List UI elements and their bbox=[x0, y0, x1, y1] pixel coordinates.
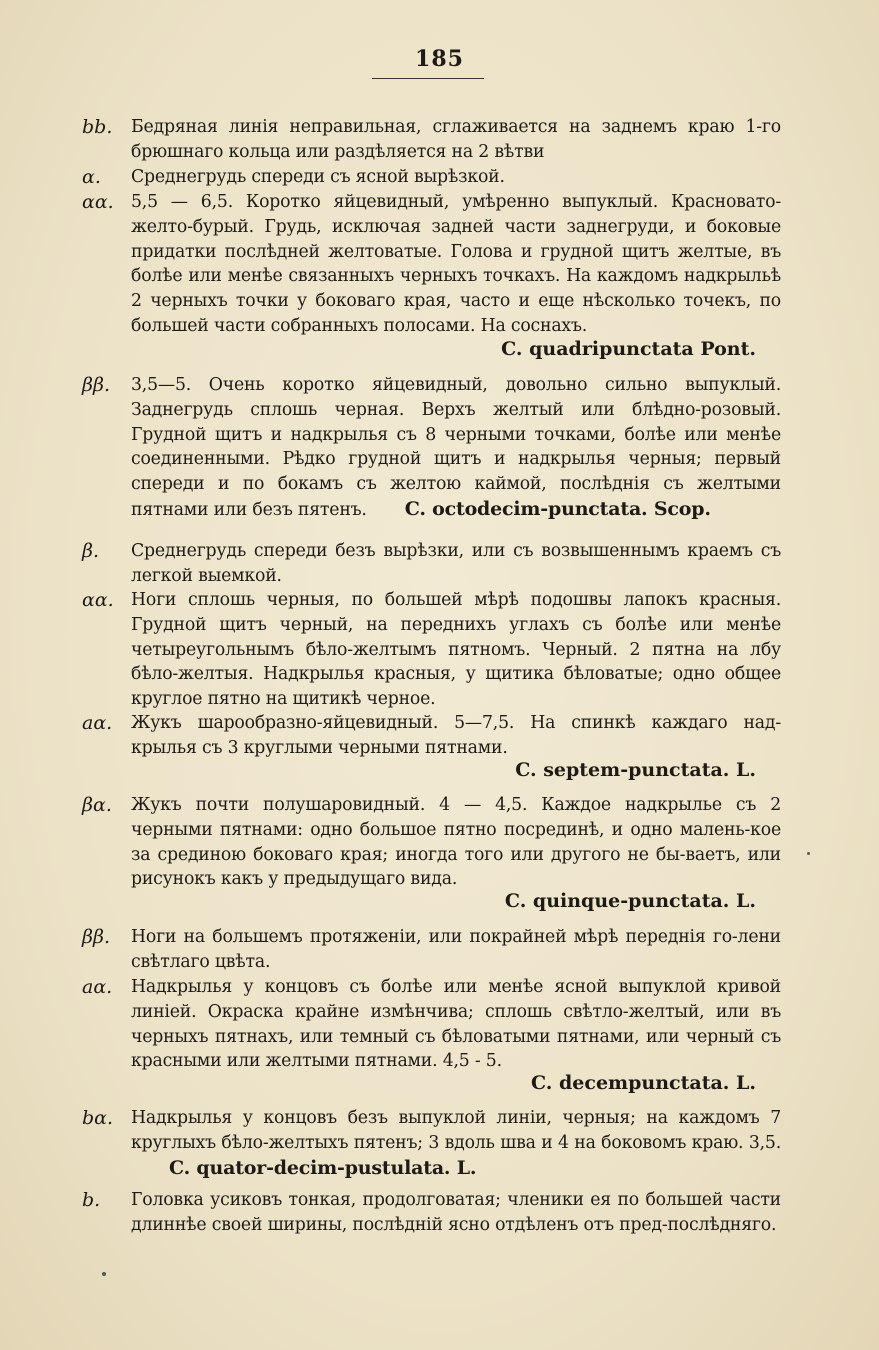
species-name: C. septem-punctata. L. bbox=[515, 759, 756, 781]
species-name: C. octodecim-punctata. Scop. bbox=[404, 497, 711, 520]
entry-text: 5,5 — 6,5. Коротко яйцевидный, умѣренно выпуклый. Красновато-желто-бурый. Грудь, исключая задней части заднегруди, и боковые придатки послѣдней желтоватые. Голова и грудной щитъ желтые, въ болѣе или менѣе связанныхъ черныхъ точкахъ. На каждомъ надкрыльѣ 2 черныхъ точки у боковаго края, часто и еще нѣсколько точекъ, по большей части собранныхъ полосами. На соснахъ. bbox=[131, 192, 781, 336]
page-number: 185 bbox=[415, 46, 464, 72]
entry-text: Жукъ почти полушаровидный. 4 — 4,5. Каждое надкрылье съ 2 черными пятнами: одно большое пятно посрединѣ, и одно малень-кое за срединою боковаго края; иногда того или другого не бы-ваетъ, или рисунокъ какъ у предыдущаго вида. bbox=[131, 795, 781, 890]
entry-text: Среднегрудь спереди съ ясной вырѣзкой. bbox=[131, 167, 505, 187]
entry-marker: α. bbox=[82, 166, 101, 188]
entry-text-body: 3,5—5. Очень коротко яйцевидный, довольно сильно выпуклый. Заднегрудь сплошь черная. Верхъ желтый или блѣдно-розовый. Грудной щитъ и надкрылья съ 8 черными точками, болѣе или менѣе соединенными. Рѣдко грудной щитъ и надкрылья черныя; первый спереди и по бокамъ съ желтою каймой, послѣднія съ желтыми пятнами или безъ пятенъ. bbox=[131, 375, 781, 520]
entry-marker: aα. bbox=[82, 976, 113, 998]
ink-speck bbox=[102, 1272, 106, 1276]
entry-text: Головка усиковъ тонкая, продолговатая; членики ея по большей части длиннѣе своей ширины, послѣдній ясно отдѣленъ отъ пред-послѣдняго. bbox=[131, 1190, 781, 1235]
entry-marker: αα. bbox=[82, 191, 114, 213]
entry-marker: ββ. bbox=[82, 374, 111, 396]
entry-marker: β. bbox=[82, 540, 100, 562]
entry-marker: αα. bbox=[82, 589, 114, 611]
entry-marker: bb. bbox=[82, 116, 113, 138]
entry-text: Ноги сплошь черныя, по большей мѣрѣ подошвы лапокъ красныя. Грудной щитъ черный, на переднихъ углахъ съ болѣе или менѣе четыреугольнымъ бѣло-желтымъ пятномъ. Черный. 2 пятна на лбу бѣло-желтыя. Надкрылья красныя, у щитика бѣловатые; одно общее круглое пятно на щитикѣ черное. bbox=[131, 590, 781, 710]
entry-text-body: Надкрылья у концовъ безъ выпуклой линіи, черныя; на каждомъ 7 круглыхъ бѣло-желтыхъ пятенъ; 3 вдоль шва и 4 на боковомъ краю. 3,5. bbox=[131, 1108, 781, 1153]
page-number-rule bbox=[372, 78, 484, 79]
species-name: C. decempunctata. L. bbox=[530, 1072, 756, 1094]
species-name: C. quadripunctata Pont. bbox=[501, 338, 756, 360]
entry-marker: bα. bbox=[82, 1107, 114, 1129]
species-name: C. quinque-punctata. L. bbox=[504, 890, 756, 912]
ink-speck bbox=[807, 852, 810, 855]
entry-marker: ββ. bbox=[82, 926, 111, 948]
species-name: C. quator-decim-pustulata. L. bbox=[169, 1156, 477, 1179]
entry-marker: aα. bbox=[82, 712, 113, 734]
entry-marker: b. bbox=[82, 1189, 101, 1211]
entry-text: Ноги на большемъ протяженіи, или покрайней мѣрѣ переднія го-лени свѣтлаго цвѣта. bbox=[131, 927, 781, 972]
entry-text: Среднегрудь спереди безъ вырѣзки, или съ возвышеннымъ краемъ съ легкой выемкой. bbox=[131, 541, 781, 586]
entry-marker: βα. bbox=[82, 794, 112, 816]
entry-text bbox=[131, 1106, 781, 1181]
entry-text bbox=[131, 373, 781, 523]
entry-text: Жукъ шарообразно-яйцевидный. 5—7,5. На спинкѣ каждаго над-крылья съ 3 круглыми черными пятнами. bbox=[131, 713, 781, 758]
entry-text: Бедряная линія неправильная, сглаживается на заднемъ краю 1-го брюшнаго кольца или раздѣляется на 2 вѣтви bbox=[131, 117, 781, 162]
entry-text: Надкрылья у концовъ съ болѣе или менѣе ясной выпуклой кривой линіей. Окраска крайне измѣнчива; сплошь свѣтло-желтый, или въ черныхъ пятнахъ, или темный съ бѣловатыми пятнами, или черный съ красными или желтыми пятнами. 4,5 - 5. bbox=[131, 977, 781, 1072]
